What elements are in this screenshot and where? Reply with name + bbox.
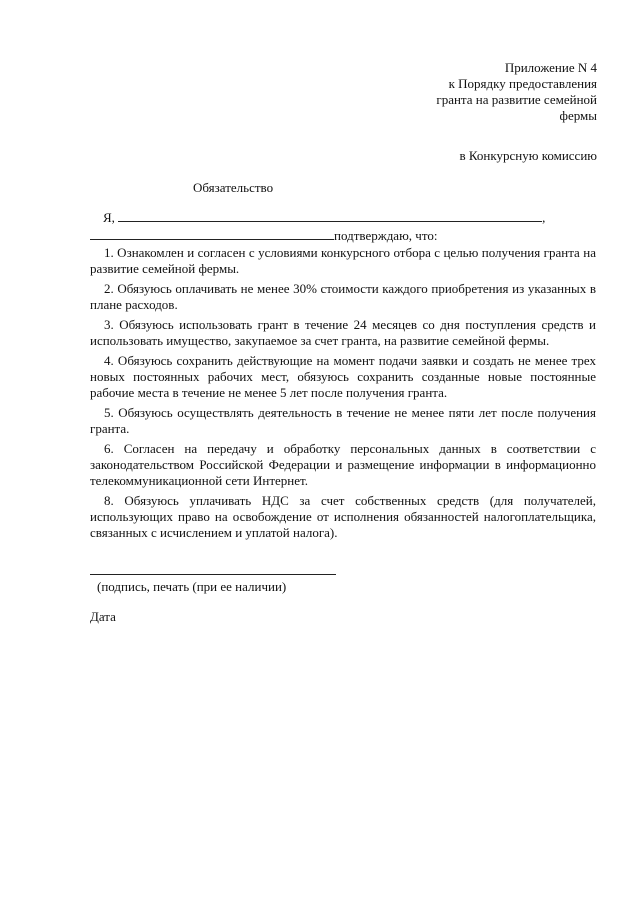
appendix-header	[357, 60, 597, 124]
obligation-item: 6. Согласен на передачу и обработку персональных данных в соответствии с законодательством Российской Федерации и размещение информации в информационно телекоммуникационной сети Интернет.	[90, 441, 596, 488]
name-line	[103, 209, 563, 226]
obligation-item: 2. Обязуюсь оплачивать не менее 30% стоимости каждого приобретения из указанных в плане расходов.	[90, 281, 596, 312]
document-title: Обязательство	[193, 180, 274, 195]
signature-line[interactable]	[90, 574, 336, 575]
name-blank-2[interactable]	[268, 209, 542, 222]
obligation-item: 1. Ознакомлен и согласен с условиями конкурсного отбора с целью получения гранта на развитие семейной фермы.	[90, 245, 596, 276]
date-label: Дата	[90, 609, 116, 624]
signature-caption: (подпись, печать (при ее наличии)	[97, 579, 287, 594]
intro-line2-suffix: подтверждаю, что:	[334, 228, 438, 243]
appendix-line: к Порядку предоставления	[448, 76, 597, 91]
appendix-line: фермы	[559, 108, 597, 123]
obligation-item: 3. Обязуюсь использовать грант в течение 24 месяцев со дня поступления средств и использовать имущество, закупаемое за счет гранта, на развитие семейной фермы.	[90, 317, 596, 348]
name-blank-1[interactable]	[118, 209, 268, 222]
name-line-2	[90, 227, 510, 244]
appendix-line: гранта на развитие семейной	[436, 92, 597, 107]
name-blank-3[interactable]	[90, 227, 334, 240]
obligation-item: 8. Обязуюсь уплачивать НДС за счет собственных средств (для получателей, использующих право на освобождение от исполнения обязанностей налогоплательщика, связанных с исчислением и уплатой налога).	[90, 493, 596, 540]
intro-prefix: Я,	[103, 210, 115, 225]
addressee: в Конкурсную комиссию	[459, 148, 597, 163]
appendix-line: Приложение N 4	[504, 60, 597, 75]
intro-suffix: ,	[542, 210, 546, 225]
obligation-item: 4. Обязуюсь сохранить действующие на момент подачи заявки и создать не менее трех новых постоянных рабочих мест, обязуюсь сохранить созданные новые постоянные рабочие места в течение не менее 5 лет после получения гранта.	[90, 353, 596, 400]
obligations-list	[90, 245, 596, 545]
obligation-item: 5. Обязуюсь осуществлять деятельность в течение не менее пяти лет после получения гранта.	[90, 405, 596, 436]
